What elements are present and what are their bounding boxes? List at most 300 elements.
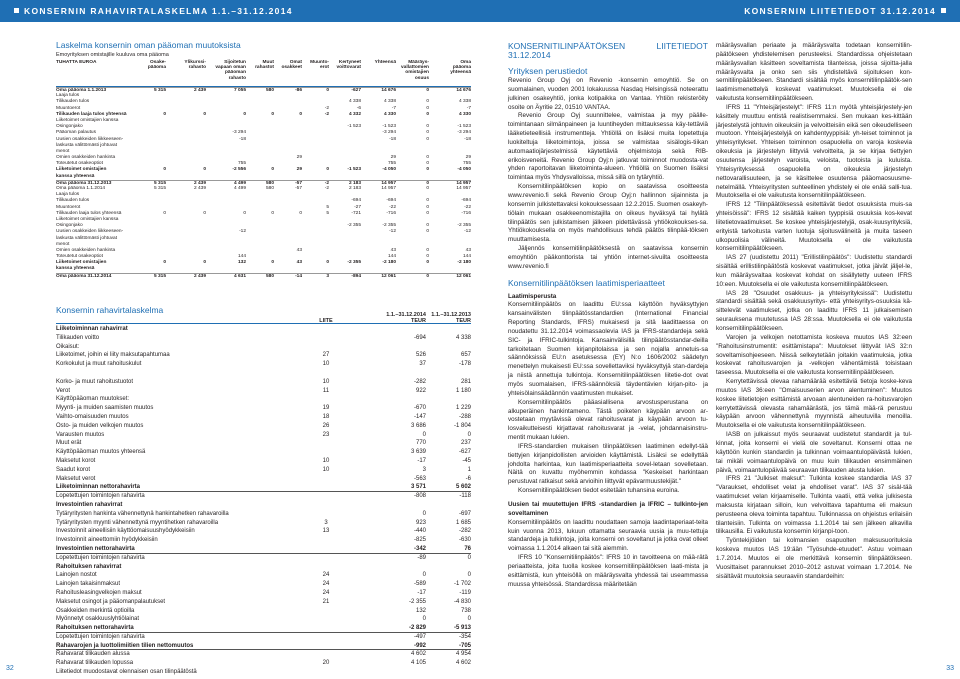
equity-col-header: Määräys- vallattomien omistajien osuus bbox=[401, 60, 429, 81]
equity-cell: 0 bbox=[426, 88, 429, 93]
equity-cell: -3 294 bbox=[457, 130, 471, 136]
equity-cell: 0 bbox=[426, 204, 429, 210]
cashflow-value-2014: -694 bbox=[413, 334, 426, 341]
cashflow-value-2014: -563 bbox=[413, 475, 426, 482]
equity-cell: -2 355 bbox=[457, 223, 471, 229]
equity-row-label: menot bbox=[56, 241, 70, 247]
cashflow-row bbox=[56, 580, 471, 589]
equity-cell: -7 bbox=[391, 105, 396, 111]
equity-cell: -27 bbox=[354, 204, 361, 210]
notes-section-principles: Konsernitilinpäätöksen laatimisperiaatteet bbox=[508, 277, 665, 288]
equity-row-label: Laaja tulos bbox=[56, 93, 80, 99]
cashflow-value-2014: 923 bbox=[415, 519, 426, 526]
cashflow-row-label: Vaihto-omaisuuden muutos bbox=[56, 413, 129, 420]
notes-paragraph: Revenio Group Oyj suunnittelee, valmistaa ja myy päälle-toimintanaan silmänpaineen ja luuntiheyden mittauksessa käy-tettäviä lääketieteellisiä instrumentteja. Yhtiöllä on lisäksi muita lopetettuja luokiteltuja liiketoimintoja, joissa se valmistaa sisälogis-tiikan automaatiojärjestelmissä käytettäviä ohjelmistoja sekä RIB-erikoisveneitä. Revenio Group Oyj:n jatkuvat toiminnot muodosta-vat yhden raportoitavan liiketoiminta-alueen. Yhtiöllä on Suomen lisäksi toimintaa myös Yhdysvalloissa, missä sillä on tytäryhtiö. bbox=[508, 112, 708, 182]
cashflow-value-2013: 4 954 bbox=[455, 651, 471, 658]
equity-cell: 0 bbox=[426, 198, 429, 204]
cashflow-note: 10 bbox=[322, 378, 330, 385]
equity-row-label: Omien osakkeiden hankinta bbox=[56, 247, 116, 253]
header-right bbox=[744, 6, 946, 16]
cashflow-year-2014: 1.1.–31.12.2014 bbox=[386, 312, 426, 318]
cashflow-row-label: Korkokulut ja muut rahoituskulut bbox=[56, 361, 142, 368]
equity-row-label: menot bbox=[56, 148, 70, 154]
equity-row-label: Tilikauden laaja tulos yhteensä bbox=[56, 111, 127, 117]
cashflow-row bbox=[56, 571, 471, 580]
equity-row-label: Liiketoimet omistajien bbox=[56, 260, 107, 266]
equity-cell: -3 294 bbox=[382, 130, 396, 136]
equity-row-label: laskusta välittömästi johtuvat bbox=[56, 235, 118, 241]
equity-cell: 0 bbox=[426, 124, 429, 130]
cashflow-row-label: Varausten muutos bbox=[56, 431, 105, 438]
equity-row-label: kanssa yhteensä bbox=[56, 173, 95, 179]
equity-cell: 580 bbox=[265, 88, 274, 93]
cashflow-row-label: Myynti- ja muiden saamisten muutos bbox=[56, 405, 154, 412]
equity-cell: 4 499 bbox=[233, 180, 246, 186]
cashflow-value-2014: -589 bbox=[413, 581, 426, 588]
header-square-icon bbox=[941, 8, 946, 13]
equity-cell: 4 338 bbox=[458, 99, 471, 105]
cashflow-value-2013: -282 bbox=[458, 528, 471, 535]
cashflow-row bbox=[56, 492, 471, 501]
cashflow-value-2014: 3 bbox=[422, 466, 426, 473]
cashflow-note: 3 bbox=[324, 519, 328, 526]
cashflow-value-2014: 4 105 bbox=[410, 660, 426, 667]
cashflow-row bbox=[56, 633, 471, 642]
equity-cell: 5 315 bbox=[153, 186, 166, 191]
cashflow-value-2013: -118 bbox=[459, 493, 471, 500]
equity-row-label: Muuntoerot bbox=[56, 105, 81, 111]
cashflow-row bbox=[56, 545, 471, 554]
notes-subheading: Laatimisperusta bbox=[508, 292, 557, 300]
cashflow-value-2013: 4 602 bbox=[455, 660, 471, 667]
cashflow-value-2013: 4 338 bbox=[455, 334, 471, 341]
cashflow-value-2014: 0 bbox=[422, 431, 426, 438]
equity-cell: 0 bbox=[426, 111, 429, 117]
equity-cell: 0 bbox=[426, 186, 429, 191]
equity-cell: 0 bbox=[203, 111, 206, 117]
notes-section-basics: Yrityksen perustiedot bbox=[508, 66, 588, 76]
equity-cell: 0 bbox=[271, 210, 274, 216]
equity-row-label: Osingonjako bbox=[56, 124, 83, 130]
cashflow-row-label: Liitetiedot muodostavat olennaisen osan tilinpäätöstä bbox=[56, 669, 197, 676]
cashflow-value-2014: -17 bbox=[417, 457, 426, 464]
cashflow-value-2013: -630 bbox=[458, 537, 471, 544]
equity-cell: 5 bbox=[326, 210, 329, 216]
cashflow-row bbox=[56, 334, 471, 343]
equity-cell: 2 439 bbox=[193, 88, 206, 93]
cashflow-row-label: Maksetut korot bbox=[56, 457, 96, 464]
cashflow-row bbox=[56, 642, 471, 651]
page-number-left: 32 bbox=[6, 665, 14, 672]
header-right-text: KONSERNIN LIITETIEDOT 31.12.2014 bbox=[744, 6, 936, 16]
cashflow-value-2014: 132 bbox=[415, 607, 426, 614]
equity-cell: -18 bbox=[239, 136, 246, 142]
equity-cell: 0 bbox=[426, 229, 429, 235]
equity-cell: 43 bbox=[465, 247, 471, 253]
equity-cell: -12 bbox=[389, 229, 396, 235]
cashflow-row bbox=[56, 519, 471, 528]
cashflow-row bbox=[56, 343, 471, 352]
cashflow-value-2013: 1 bbox=[467, 466, 471, 473]
cashflow-value-2013: -354 bbox=[458, 633, 471, 640]
cashflow-value-2014: -17 bbox=[417, 589, 426, 596]
equity-cell: 144 bbox=[387, 254, 396, 260]
equity-cell: 0 bbox=[426, 254, 429, 260]
cashflow-value-2013: -4 830 bbox=[453, 598, 471, 605]
cashflow-row bbox=[56, 387, 471, 396]
equity-cell: 0 bbox=[426, 130, 429, 136]
cashflow-row-label: Lopetettujen toimintojen rahavirta bbox=[56, 554, 145, 561]
cashflow-value-2014: -825 bbox=[413, 537, 426, 544]
equity-cell: 0 bbox=[426, 260, 429, 266]
cashflow-note: 10 bbox=[322, 361, 330, 368]
cashflow-row bbox=[56, 527, 471, 536]
cashflow-value-2014: -147 bbox=[413, 413, 426, 420]
equity-cell: 132 bbox=[237, 260, 246, 266]
cashflow-note: 21 bbox=[322, 598, 330, 605]
equity-cell: 4 499 bbox=[233, 186, 246, 191]
page-number-right: 33 bbox=[946, 665, 954, 672]
equity-cell: -694 bbox=[351, 198, 361, 204]
cashflow-value-2013: 281 bbox=[460, 378, 471, 385]
equity-cell: -3 294 bbox=[232, 130, 246, 136]
equity-col-header: Omat osakkeet bbox=[281, 60, 302, 71]
notes-paragraph: IASB on julkaissut myös seuraavat uudistetut standardit ja tul-kinnat, joita konserni ei vielä ole soveltanut. Konserni ottaa ne käyttöön kunkin standardin ja tulkinnan voimaantulopäivästä lukien, tai mikäli voimaantulopäivä on muu kuin tilikauden ensimmäinen päivä, voimaantulopäivää seuraavan tilikauden alusta lukien. bbox=[716, 431, 912, 474]
equity-cell: 0 bbox=[426, 273, 429, 279]
equity-cell: 4 330 bbox=[383, 111, 396, 117]
cashflow-value-2014: -440 bbox=[413, 528, 426, 535]
equity-cell: -57 bbox=[295, 180, 302, 186]
cashflow-value-2014: 37 bbox=[419, 361, 426, 368]
cashflow-row bbox=[56, 483, 471, 492]
equity-row-label: Uusien osakkeiden liikkeeseen- bbox=[56, 136, 124, 142]
cashflow-value-2014: 3 639 bbox=[410, 449, 426, 456]
equity-cell: 2 439 bbox=[193, 186, 206, 191]
cashflow-row bbox=[56, 589, 471, 598]
cashflow-value-2014: -497 bbox=[413, 633, 426, 640]
cashflow-value-2013: -1 702 bbox=[453, 581, 471, 588]
cashflow-row-label: Tilikauden voitto bbox=[56, 334, 100, 341]
equity-cell: 580 bbox=[265, 273, 274, 279]
equity-cell: 0 bbox=[163, 210, 166, 216]
equity-cell: -22 bbox=[389, 204, 396, 210]
equity-col-header: Ylikurssi- rahasto bbox=[184, 60, 206, 71]
equity-cell: 0 bbox=[163, 260, 166, 266]
cashflow-value-2014: 922 bbox=[415, 387, 426, 394]
equity-cell: 0 bbox=[299, 210, 302, 216]
cashflow-row bbox=[56, 325, 471, 334]
equity-cell: -57 bbox=[295, 186, 302, 191]
cashflow-note: 24 bbox=[322, 589, 330, 596]
notes-subheading: Uusien tai muutettujen IFRS -standardien ja IFRIC – tulkinto-jen soveltaminen bbox=[508, 500, 708, 517]
equity-cell: 0 bbox=[163, 111, 166, 117]
cashflow-row-label: Liiketoiminnan nettorahavirta bbox=[56, 484, 141, 491]
cashflow-row bbox=[56, 659, 471, 668]
equity-cell: 580 bbox=[265, 186, 274, 191]
cashflow-header bbox=[56, 312, 471, 324]
equity-cell: 29 bbox=[390, 155, 396, 161]
cashflow-row-label: Lainojen takaisinmaksut bbox=[56, 581, 121, 588]
cashflow-row-label: Lopetettujen toimintojen rahavirta bbox=[56, 493, 145, 500]
notes-paragraph: määräysvallan periaate ja määräysvalta todetaan konsernitilin-päätökseen yhdistelemisen perusteeksi. Standardissa ohjeistetaan määräysvallan käsitteen soveltamista tilanteissa, joissa sijoitta-jalla määräysvalta ja onko sen siis yhdisteltävä sijoituksen kon-sernitilinpäätökseen. Standardi sisältää myös konsernitilinpäätök-sen laatimismenettelyä koskevat vaatimukset. Muutoksella ei ole vaikutusta konsernitilinpäätökseen. bbox=[716, 42, 912, 103]
equity-row-label: Toteutetut osakeoptiot bbox=[56, 161, 103, 167]
cashflow-value-2014: 526 bbox=[415, 352, 426, 359]
equity-cell: 0 bbox=[426, 223, 429, 229]
equity-col-header: Sijoitetun vapaan oman pääoman rahasto bbox=[215, 60, 246, 81]
equity-cell: -2 355 bbox=[382, 223, 396, 229]
equity-cell: 0 bbox=[203, 210, 206, 216]
cashflow-row bbox=[56, 563, 471, 572]
cashflow-note: 24 bbox=[322, 581, 330, 588]
equity-col-header: Muunto- erot bbox=[310, 60, 329, 71]
cashflow-row bbox=[56, 360, 471, 369]
equity-cell: 0 bbox=[326, 167, 329, 173]
equity-cell: 4 631 bbox=[233, 273, 246, 279]
equity-col-header: Osake- pääoma bbox=[147, 60, 166, 71]
cashflow-row-label: Investoinnit aineellisiin käyttöomaisuushyödykkeisiin bbox=[56, 528, 195, 535]
cashflow-value-2013: 0 bbox=[467, 572, 471, 579]
equity-cell: 14 957 bbox=[381, 180, 396, 186]
cashflow-value-2014: -89 bbox=[417, 554, 426, 561]
cashflow-row-label: Lainojen nostot bbox=[56, 572, 97, 579]
equity-cell: -1 523 bbox=[382, 124, 396, 130]
equity-cell: 0 bbox=[426, 210, 429, 216]
cashflow-row-label: Osto- ja muiden velkojen muutos bbox=[56, 422, 144, 429]
cashflow-row bbox=[56, 378, 471, 387]
cashflow-row-label: Osakkeiden merkintä optioilla bbox=[56, 607, 135, 614]
equity-cell: 29 bbox=[296, 155, 302, 161]
equity-cell: -12 bbox=[239, 229, 246, 235]
equity-col-header: Muut rahastot bbox=[255, 60, 274, 71]
equity-cell: 4 338 bbox=[383, 99, 396, 105]
cashflow-value-2013: 0 bbox=[467, 554, 471, 561]
equity-cell: -1 523 bbox=[457, 124, 471, 130]
cashflow-row bbox=[56, 439, 471, 448]
notes-paragraph: Revenio Group Oyj on Revenio -konsernin emoyhtiö. Se on suomalainen, vuoden 2001 lokakuussa Nasdaq Helsingissä noteerattu julkinen osakeyhtiö, jonka kotipaikka on Vantaa. Yhtiön rekisteröity osoite on Äyritie 22, 01510 VANTAA. bbox=[508, 77, 708, 111]
cashflow-row-label: Investointien nettorahavirta bbox=[56, 545, 135, 552]
notes-paragraph: Konsernitilinpäätös on laadittu noudattaen samoja laadintaperiaat-teita kuin vuonna 2013, lukuun ottamatta seuraavia uusia ja muu-tettuja standardeja ja tulkintoja, joita konserni on soveltanut ja jotka ovat olleet voimassa 1.1.2014 alkaen tai sitä aiemmin. bbox=[508, 518, 708, 553]
cashflow-row-label: Rahoituksen nettorahavirta bbox=[56, 625, 134, 632]
equity-cell: 0 bbox=[203, 260, 206, 266]
equity-subtitle: Emoyrityksen omistajille kuuluva oma pääoma bbox=[56, 52, 169, 58]
equity-cell: -2 556 bbox=[232, 167, 246, 173]
equity-cell: 0 bbox=[426, 167, 429, 173]
cashflow-value-2013: -627 bbox=[458, 449, 471, 456]
cashflow-value-2013: -1 804 bbox=[453, 422, 471, 429]
equity-cell: -4 050 bbox=[457, 167, 471, 173]
equity-cell: 4 338 bbox=[348, 99, 361, 105]
notes-paragraph: Kerrytettävissä olevaa rahamäärää esitettäviä tietoja koske-keva muutos IAS 36:een "Omaisuuserien arvon alentuminen": Muutos koskee liitetietojen esittämistä arvoaan alentuneiden ra-hoitusvarojen kerrytettävissä olevasta rahamäärästä, jos tämä mää-rä perustuu käypään arvoon vähennettynä myynnistä aiheutuvilla menoilla. Muutoksella ei ole vaikutusta konsernitilinpäätökseen. bbox=[716, 378, 912, 430]
equity-cell: 43 bbox=[296, 247, 302, 253]
equity-table-header bbox=[56, 59, 471, 87]
equity-cell: 0 bbox=[203, 167, 206, 173]
cashflow-row-label: Liiketoiminnan rahavirrat bbox=[56, 326, 128, 332]
cashflow-value-2013: -705 bbox=[458, 642, 471, 649]
equity-cell: 0 bbox=[426, 136, 429, 142]
cashflow-row-label: Liiketoimet, joihin ei liity maksutapahtumaa bbox=[56, 352, 170, 359]
equity-cell: -2 bbox=[324, 180, 329, 186]
cashflow-row-label: Käyttöpääoman muutokset: bbox=[56, 396, 130, 403]
cashflow-row bbox=[56, 668, 471, 677]
cashflow-value-2014: -282 bbox=[413, 378, 426, 385]
equity-cell: 14 957 bbox=[381, 186, 396, 191]
notes-paragraph: IFRS 10 "Konsernitilinpäätös": IFRS 10 in tavoitteena on mää-rätä periaatteista, joita tuolla koskee konsernitilinpäätöksen laati-mista ja esittämistä, kun yhteisöllä on määräysvalta yhdessä tai useammassa muussa yhteisössä. Standardissa määritetään bbox=[508, 554, 708, 588]
notes-paragraph: Konsernitilinpäätöksen tiedot esitetään tuhansina euroina. bbox=[518, 487, 680, 495]
cashflow-value-2013: 76 bbox=[464, 545, 471, 552]
cashflow-note-col: LIITE bbox=[319, 318, 333, 324]
cashflow-row bbox=[56, 475, 471, 484]
cashflow-row bbox=[56, 457, 471, 466]
cashflow-value-2014: -992 bbox=[413, 642, 426, 649]
equity-col-header: Oma pääoma yhteensä bbox=[450, 60, 471, 76]
equity-cell: 29 bbox=[296, 167, 302, 173]
equity-row-label: laskusta välittömästi johtuvat bbox=[56, 142, 118, 148]
equity-cell: 5 315 bbox=[153, 180, 166, 186]
equity-row-label: Osingonjako bbox=[56, 223, 83, 229]
cashflow-row bbox=[56, 466, 471, 475]
cashflow-row-label: Saadut korot bbox=[56, 466, 91, 473]
notes-paragraph: Konsernitilinpäätöksen kopio on saatavissa osoitteesta www.revenio.fi sekä Revenio Group Oyj:n hallinnon sijainnista ja konsernin julkistettavaksi kokouksessaan 12.2.2015. Suomen osakeyh-tiölain mukaan osakkeenomistajilla on oikeus hyväksyä tai hylätä tilinpäätös sen julkistamisen jälkeen pidettävässä yhtiökokoukses-sa. Yhtiökokouksella on myös mahdollisuus tehdä päätös tilinpää-töksen muuttamisesta. bbox=[508, 183, 708, 244]
notes-paragraph: IAS 28 "Osuudet osakkuus- ja yhteisyrityksissä": Uudistettu standardi sisältää sekä osakkuusyritys- että yhteisyritys-osuuksia kä-sittelevät vaatimukset, jotka on laadittu IFRS 11 julkaisemisen seurauksena muutetussa IAS 28:ssa. Muutoksella ei ole vaikutusta konsernitilinpäätökseen. bbox=[716, 289, 912, 332]
cashflow-row-label: Lopetettujen toimintojen rahavirta bbox=[56, 633, 145, 640]
notes-paragraph: IFRS 12 "Tilinpäätöksessä esitettävät tiedot osuuksista muis-sa yhteisöissä": IFRS 12 sisältää kaiken tyyppisiä osuuksia kos-kevat liitetietovaatimukset. Se koskee yhteisjärjestelyjä, osak-kuusyrityksiä, erityistä tarkoitusta varten luotuja sijoitusvälineitä ja muita taseen ulkopuolisia välineitä. Muutoksella ei ole vaikutusta konsernitilinpäätökseen. bbox=[716, 201, 912, 253]
cashflow-row bbox=[56, 607, 471, 616]
equity-row-label: Pääoman palautus bbox=[56, 130, 97, 136]
equity-row-label: Oma pääoma 1.1.2014 bbox=[56, 186, 106, 191]
cashflow-value-2013: -5 913 bbox=[453, 625, 471, 632]
cashflow-row bbox=[56, 351, 471, 360]
cashflow-row-label: Tytäryritysten myynti vähennettynä myyntihetken rahavaroilla bbox=[56, 519, 219, 526]
equity-cell: -4 050 bbox=[382, 167, 396, 173]
equity-row-label: Uusien osakkeiden liikkeeseen- bbox=[56, 229, 124, 235]
equity-cell: 14 676 bbox=[456, 88, 471, 93]
cashflow-value-2013: 1 229 bbox=[455, 405, 471, 412]
cashflow-note: 18 bbox=[322, 413, 330, 420]
cashflow-value-2014: 3 686 bbox=[410, 422, 426, 429]
equity-title: Laskelma konsernin oman pääoman muutoksista bbox=[56, 40, 241, 50]
cashflow-value-2014: 0 bbox=[422, 510, 426, 517]
cashflow-row-label: Maksetut verot bbox=[56, 475, 96, 482]
cashflow-note: 27 bbox=[322, 352, 330, 359]
cashflow-row-label: Rahoituksen rahavirrat bbox=[56, 563, 122, 570]
cashflow-note: 10 bbox=[322, 466, 330, 473]
cashflow-note: 13 bbox=[322, 528, 330, 535]
equity-row-label: Tilikauden laaja tulos yhteensä bbox=[56, 210, 122, 216]
cashflow-row-label: Investoinnit aineettomiin hyödykkeisiin bbox=[56, 537, 158, 544]
equity-cell: -22 bbox=[464, 204, 471, 210]
equity-cell: 0 bbox=[326, 260, 329, 266]
cashflow-row-label: Käyttöpääoman muutos yhteensä bbox=[56, 449, 146, 456]
equity-cell: -2 bbox=[324, 186, 329, 191]
equity-row bbox=[56, 273, 471, 279]
equity-cell: 0 bbox=[326, 88, 329, 93]
equity-cell: 0 bbox=[163, 167, 166, 173]
cashflow-row bbox=[56, 404, 471, 413]
equity-cell: 5 315 bbox=[153, 88, 166, 93]
equity-cell: -2 180 bbox=[457, 260, 471, 266]
equity-cell: 4 332 bbox=[348, 111, 361, 117]
header-square-icon bbox=[14, 8, 19, 13]
cashflow-value-2013: -178 bbox=[458, 361, 471, 368]
cashflow-value-2014: 0 bbox=[422, 572, 426, 579]
cashflow-row-label: Verot bbox=[56, 387, 71, 394]
cashflow-row bbox=[56, 554, 471, 563]
equity-cell: 12 061 bbox=[456, 273, 471, 279]
notes-paragraph: IFRS 11 "Yhteisjärjestelyt": IFRS 11:n myötä yhteisjärjestely-jen käsittely muuttuu entistä realistisemmaksi. Sen mukaan kes-kittään järjestelystä johtuvin oikeuksiin ja velvoitteisiin eikä sen oikeudelliseen muotoon. Yhteisjärjestelyjä on kahdentyyppisiä: yh-teiset toiminnot ja yhteisyritykset. Yhteisen toiminnon osapuolella on varoja koskevia oikeuksia ja järjestelyn liittyviä velvoitteita, ja se kirjaa tiettyjen osuutensa järjestelyn varoista, veloista, tuotoista ja kuluista. Yhteisyrityksessä osapuolella on oikeuksia järjestelyn nettovarallisuuteen, ja se käsittelee osuutensa pääomaosuusme-netelmällä. Yhteisyritysten suhteellinen yhdistely ei ole enää salli-tua. Muutoksella ei ole vaikutusta konsernitilinpäätökseen. bbox=[716, 103, 912, 200]
notes-paragraph: Konsernitilinpäätös pääasiallisena arvostusperustana on alkuperäinen hankintameno. Tästä poiketen käypään arvoon ar-vostetaan myytävissä olevat rahoitusvarat ja käypään arvoon tu-losvaikutteisesti kirjattavat rahoitusvarat ja -velat, johdannaisinstru-mentit mukaan lukien. bbox=[508, 398, 708, 442]
cashflow-table bbox=[56, 325, 471, 677]
cashflow-row bbox=[56, 395, 471, 404]
notes-paragraph: IAS 27 (uudistettu 2011) "Erillistilinpäätös": Uudistettu standardi sisältää erillistilinpäätöstä koskevat vaatimukset, jotka jäivät jäljel-le, kun määräysvaltaa koskevat kohdat on sisällytetty uuteen IFRS 10:een. Muutoksella ei ole vaikutusta konsernitilinpäätökseen. bbox=[716, 254, 912, 288]
notes-column-1 bbox=[508, 42, 708, 589]
cashflow-value-2013: -288 bbox=[458, 413, 471, 420]
notes-paragraph: Konsernitilinpäätös on laadittu EU:ssa käyttöön hyväksyttyjen kansainvälisten tilinpäätösstandardien (International Financial Reporting Standards, IFRS) mukaisesti ja sitä laadittaessa on noudatettu 31.12.2014 voimassaolevia IAS ja IFRS-standardeja sekä SIC- ja IFRIC-tulkintoja. Kansainvälisillä tilinpäätösstandar-deilla tarkoitetaan Suomen kirjanpitolaissa ja sen nojalla annetuis-sa säännöksissä EU:n asetuksessa (EY) N:o 1606/2002 säädetyn menettelyn mukaisesti EU:ssa sovellettaviksi hyväksyttyjä stan-dardeja ja niistä annettuja tulkintoja. Konsernitilinpäätöksen liitetie-dot ovat myös suomalaisen, IFRS-säännöksiä täydentävien kirjan-pito- ja yhteisölainsäädännön vaatimusten mukaiset. bbox=[508, 301, 708, 397]
equity-row-label: Tilikauden tulos bbox=[56, 198, 90, 204]
equity-cell: 0 bbox=[426, 155, 429, 161]
cashflow-row bbox=[56, 422, 471, 431]
equity-row-label: Muuntoerot bbox=[56, 204, 81, 210]
cashflow-year-2013: 1.1.–31.12.2013 bbox=[431, 312, 471, 318]
cashflow-row bbox=[56, 369, 471, 378]
cashflow-row bbox=[56, 615, 471, 624]
notes-paragraph: IFRS 21 "Julkiset maksut": Tulkinta koskee standardia IAS 37 "Varaukset, ehdolliset velat ja ehdolliset varat". IAS 37 sisäl-tää vaatimukset velan kirjaamiselle. Tulkinta vaatii, että velka julkisesta maksusta kirjataan silloin, kun velvoittava tapahtuma eli maksun perusteena oleva toiminta tapahtuu. Tulkinnassa on ohjeistus erilaisiin tilanteisiin. Tulkinta on voimassa 1.1.2014 tai sen jälkeen alkavilla tilikausilla. Ei vaikutusta konsernin kirjanpi-toon. bbox=[716, 475, 912, 536]
cashflow-value-2013: -697 bbox=[458, 510, 471, 517]
equity-cell: 755 bbox=[387, 161, 396, 167]
equity-row-label: kanssa yhteensä bbox=[56, 266, 95, 272]
equity-row-label: Oma pääoma 31.12.2014 bbox=[56, 273, 112, 279]
equity-cell: 2 439 bbox=[193, 273, 206, 279]
equity-cell: 4 330 bbox=[458, 111, 471, 117]
equity-cell: 5 315 bbox=[153, 273, 166, 279]
cashflow-row-label: Rahavarojen ja luottolimiitien tilien nettomuutos bbox=[56, 642, 194, 649]
equity-cell: 43 bbox=[296, 260, 302, 266]
notes-paragraph: IFRS-standardien mukaisen tilinpäätöksen laatiminen edellyt-tää tiettyjen kirjanpidollisten arvioiden käyttämistä. Lisäksi se edellyttää johdolta harkintaa, kun laatimisperiaatteita sovel-letaan sovelletaan. Näitä on kuvattu myöhemmin kohdassa "Keskeiset harkintaan perustuvat ratkaisut sekä arvioihin liittyvät epävarmuustekijät." bbox=[508, 442, 708, 486]
equity-cell: -7 bbox=[466, 105, 471, 111]
cashflow-value-2013: 738 bbox=[460, 607, 471, 614]
cashflow-note: 11 bbox=[322, 387, 330, 394]
equity-cell: -716 bbox=[386, 210, 396, 216]
cashflow-row-label: Oikaisut: bbox=[56, 343, 80, 350]
equity-cell: -2 355 bbox=[347, 260, 361, 266]
equity-cell: 14 676 bbox=[381, 88, 396, 93]
equity-cell: -694 bbox=[461, 198, 471, 204]
equity-cell: 2 183 bbox=[348, 186, 361, 191]
equity-cell: 0 bbox=[426, 180, 429, 186]
equity-row-label: Omien osakkeiden hankinta bbox=[56, 155, 116, 161]
cashflow-value-2014: 0 bbox=[422, 616, 426, 623]
cashflow-value-2013: 0 bbox=[467, 616, 471, 623]
equity-row-label: Laaja tulos bbox=[56, 192, 80, 198]
cashflow-value-2013: 1 685 bbox=[455, 519, 471, 526]
header-left-text: KONSERNIN RAHAVIRTALASKELMA 1.1.–31.12.2014 bbox=[24, 6, 293, 16]
equity-unit-label: TUHATTA EUROA bbox=[56, 60, 97, 65]
equity-cell: -14 bbox=[295, 273, 302, 279]
cashflow-row bbox=[56, 510, 471, 519]
cashflow-value-2014: -808 bbox=[413, 493, 426, 500]
equity-cell: 2 183 bbox=[348, 180, 361, 186]
cashflow-row-label: Rahavarat tilikauden lopussa bbox=[56, 660, 134, 667]
cashflow-row-label: Korko- ja muut rahoitustuotot bbox=[56, 378, 134, 385]
equity-cell: -2 bbox=[324, 105, 329, 111]
cashflow-note: 26 bbox=[322, 422, 330, 429]
equity-cell: -6 bbox=[356, 105, 361, 111]
cashflow-value-2013: -6 bbox=[465, 475, 471, 482]
equity-cell: 0 bbox=[271, 111, 274, 117]
cashflow-value-2013: 237 bbox=[460, 440, 471, 447]
equity-row-label: Toteutetut osakeoptiot bbox=[56, 254, 103, 260]
equity-cell: -12 bbox=[464, 229, 471, 235]
cashflow-note: 23 bbox=[322, 431, 330, 438]
